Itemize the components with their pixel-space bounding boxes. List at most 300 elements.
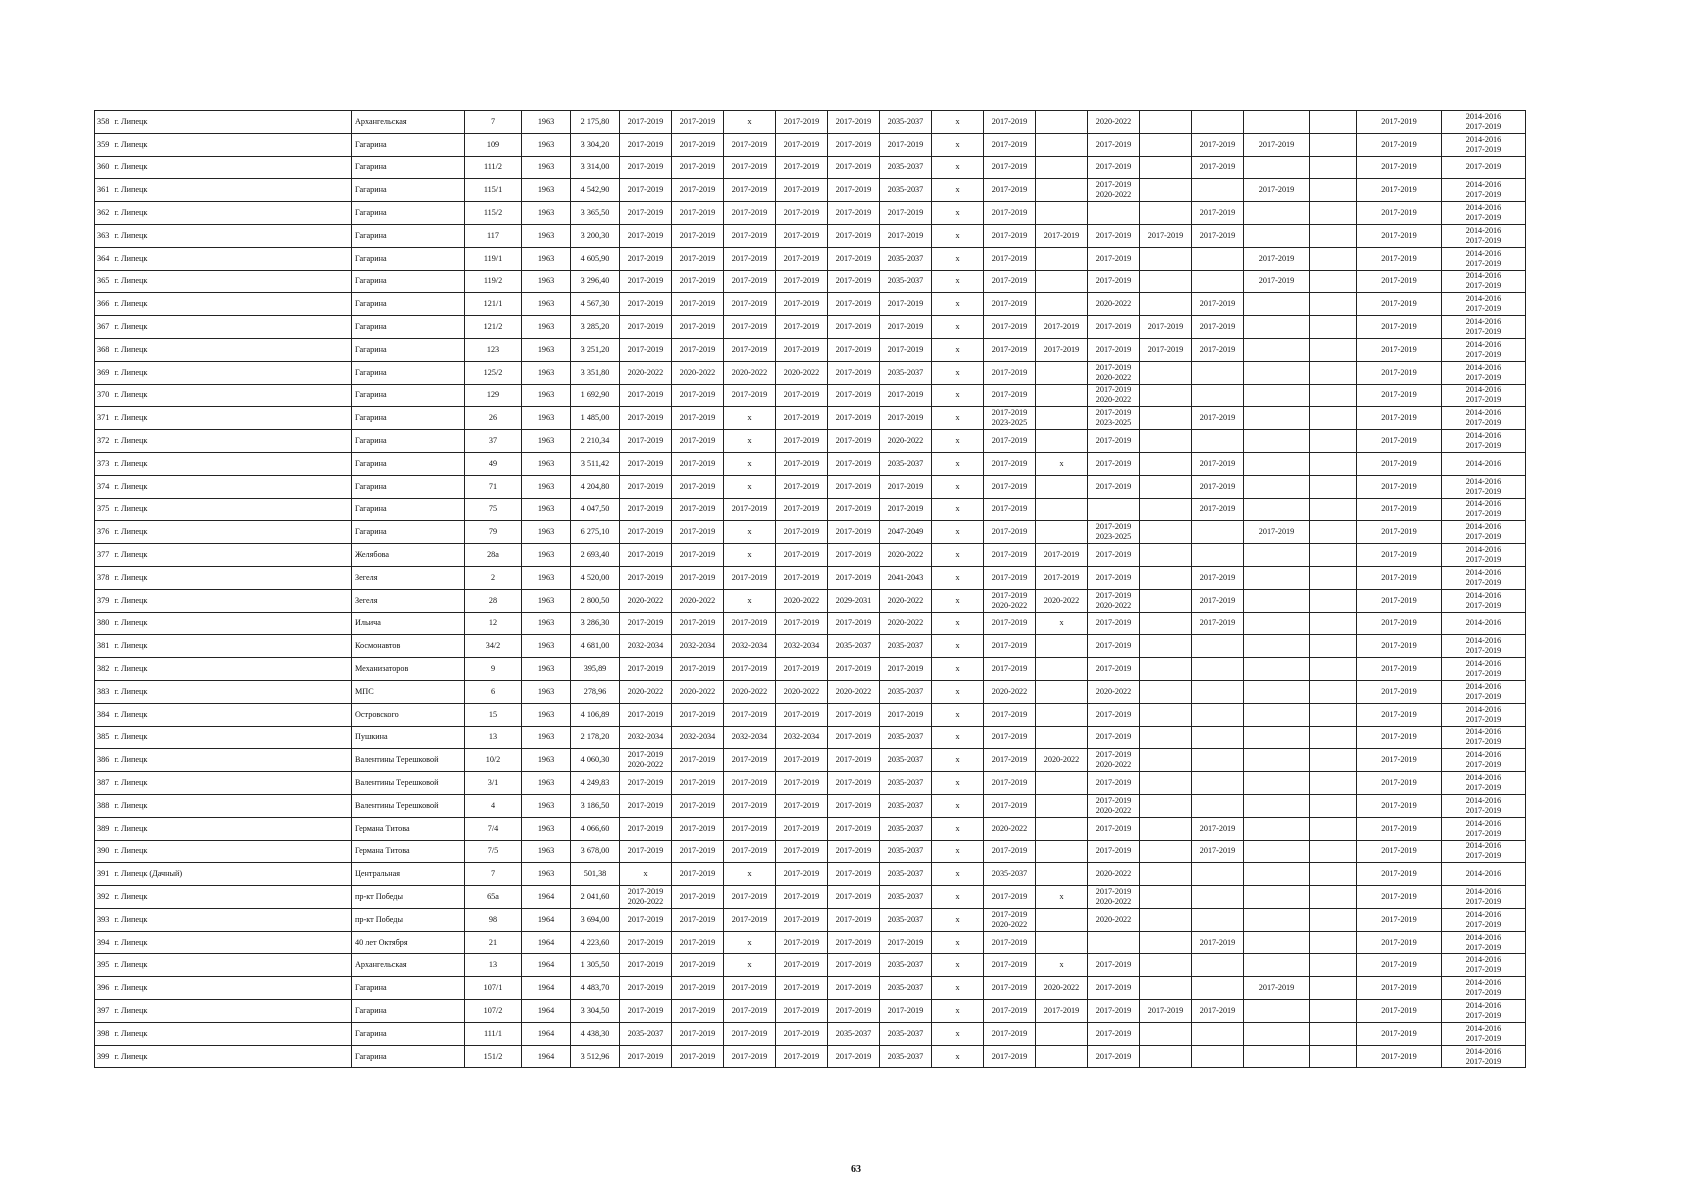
total-area-cell: 4 681,00 bbox=[571, 635, 620, 658]
repair-period-6-cell: 2017-2019 bbox=[880, 316, 932, 339]
repair-period-3-cell: 2017-2019 bbox=[724, 224, 776, 247]
total-area-cell: 6 275,10 bbox=[571, 521, 620, 544]
repair-period-5-cell: 2035-2037 bbox=[828, 1022, 880, 1045]
repair-period-2-cell: 2017-2019 bbox=[672, 179, 724, 202]
repair-period-6-cell: 2041-2043 bbox=[880, 566, 932, 589]
repair-period-6-cell: 2035-2037 bbox=[880, 111, 932, 134]
repair-period-3-cell: 2017-2019 bbox=[724, 749, 776, 772]
repair-period-13-cell: 2017-2019 bbox=[1244, 270, 1310, 293]
repair-period-1-cell: 2017-2019 bbox=[620, 430, 672, 453]
repair-period-11-cell: 2017-2019 bbox=[1140, 338, 1192, 361]
repair-period-4-cell: 2017-2019 bbox=[776, 954, 828, 977]
row-number-cell: 399 bbox=[95, 1045, 112, 1068]
repair-period-12-cell: 2017-2019 bbox=[1192, 133, 1244, 156]
build-year-cell: 1963 bbox=[522, 521, 571, 544]
repair-period-16-cell: 2014-2016 2017-2019 bbox=[1442, 521, 1526, 544]
repair-period-6-cell: 2035-2037 bbox=[880, 270, 932, 293]
repair-period-6-cell: 2035-2037 bbox=[880, 179, 932, 202]
build-year-cell: 1964 bbox=[522, 886, 571, 909]
repair-period-2-cell: 2017-2019 bbox=[672, 111, 724, 134]
repair-period-9-cell bbox=[1036, 521, 1088, 544]
repair-period-15-cell: 2017-2019 bbox=[1357, 1022, 1442, 1045]
repair-period-12-cell: 2017-2019 bbox=[1192, 589, 1244, 612]
row-number-cell: 380 bbox=[95, 612, 112, 635]
repair-period-8-cell: 2017-2019 bbox=[984, 977, 1036, 1000]
table-row bbox=[95, 908, 1526, 931]
repair-period-3-cell: 2017-2019 bbox=[724, 658, 776, 681]
build-year-cell: 1964 bbox=[522, 977, 571, 1000]
repair-period-7-cell: x bbox=[932, 1000, 984, 1023]
repair-period-12-cell bbox=[1192, 1022, 1244, 1045]
repair-period-4-cell: 2017-2019 bbox=[776, 247, 828, 270]
house-number-cell: 111/1 bbox=[465, 1022, 522, 1045]
repair-period-8-cell: 2017-2019 bbox=[984, 612, 1036, 635]
build-year-cell: 1963 bbox=[522, 772, 571, 795]
repair-period-12-cell: 2017-2019 bbox=[1192, 293, 1244, 316]
repair-period-4-cell: 2017-2019 bbox=[776, 270, 828, 293]
repair-period-4-cell: 2017-2019 bbox=[776, 224, 828, 247]
street-cell: Желябова bbox=[352, 544, 465, 567]
street-cell: Зегеля bbox=[352, 589, 465, 612]
repair-period-4-cell: 2017-2019 bbox=[776, 1045, 828, 1068]
repair-period-14-cell bbox=[1310, 384, 1357, 407]
repair-period-2-cell: 2017-2019 bbox=[672, 430, 724, 453]
repair-period-3-cell: 2017-2019 bbox=[724, 156, 776, 179]
total-area-cell: 2 175,80 bbox=[571, 111, 620, 134]
repair-period-4-cell: 2017-2019 bbox=[776, 338, 828, 361]
repair-period-11-cell bbox=[1140, 179, 1192, 202]
house-number-cell: 111/2 bbox=[465, 156, 522, 179]
repair-period-2-cell: 2017-2019 bbox=[672, 1022, 724, 1045]
locality-cell: г. Липецк bbox=[112, 908, 352, 931]
repair-period-10-cell: 2017-2019 2020-2022 bbox=[1088, 589, 1140, 612]
repair-period-15-cell: 2017-2019 bbox=[1357, 908, 1442, 931]
repair-period-3-cell: 2017-2019 bbox=[724, 703, 776, 726]
repair-period-16-cell: 2014-2016 2017-2019 bbox=[1442, 589, 1526, 612]
repair-period-14-cell bbox=[1310, 498, 1357, 521]
repair-period-14-cell bbox=[1310, 772, 1357, 795]
repair-period-12-cell bbox=[1192, 544, 1244, 567]
repair-period-6-cell: 2035-2037 bbox=[880, 794, 932, 817]
locality-cell: г. Липецк bbox=[112, 384, 352, 407]
locality-cell: г. Липецк bbox=[112, 954, 352, 977]
repair-period-10-cell: 2017-2019 bbox=[1088, 247, 1140, 270]
repair-period-15-cell: 2017-2019 bbox=[1357, 680, 1442, 703]
street-cell: Гагарина bbox=[352, 133, 465, 156]
repair-period-1-cell: 2017-2019 bbox=[620, 247, 672, 270]
repair-period-11-cell bbox=[1140, 498, 1192, 521]
row-number-cell: 370 bbox=[95, 384, 112, 407]
repair-period-10-cell: 2017-2019 bbox=[1088, 1022, 1140, 1045]
repair-period-1-cell: 2017-2019 bbox=[620, 316, 672, 339]
repair-period-10-cell: 2017-2019 bbox=[1088, 817, 1140, 840]
repair-period-10-cell: 2017-2019 bbox=[1088, 156, 1140, 179]
repair-period-7-cell: x bbox=[932, 270, 984, 293]
repair-period-4-cell: 2017-2019 bbox=[776, 772, 828, 795]
house-number-cell: 119/2 bbox=[465, 270, 522, 293]
repair-period-9-cell: x bbox=[1036, 452, 1088, 475]
repair-period-16-cell: 2014-2016 2017-2019 bbox=[1442, 202, 1526, 225]
total-area-cell: 1 692,90 bbox=[571, 384, 620, 407]
repair-period-3-cell: x bbox=[724, 452, 776, 475]
repair-period-14-cell bbox=[1310, 316, 1357, 339]
street-cell: Гагарина bbox=[352, 224, 465, 247]
repair-period-7-cell: x bbox=[932, 658, 984, 681]
repair-period-5-cell: 2017-2019 bbox=[828, 111, 880, 134]
repair-period-5-cell: 2020-2022 bbox=[828, 680, 880, 703]
repair-period-14-cell bbox=[1310, 817, 1357, 840]
repair-period-7-cell: x bbox=[932, 407, 984, 430]
repair-period-7-cell: x bbox=[932, 247, 984, 270]
locality-cell: г. Липецк bbox=[112, 612, 352, 635]
street-cell: Ильича bbox=[352, 612, 465, 635]
repair-period-14-cell bbox=[1310, 1022, 1357, 1045]
repair-period-7-cell: x bbox=[932, 703, 984, 726]
repair-period-9-cell bbox=[1036, 156, 1088, 179]
repair-period-14-cell bbox=[1310, 133, 1357, 156]
repair-period-1-cell: 2017-2019 bbox=[620, 270, 672, 293]
repair-period-2-cell: 2017-2019 bbox=[672, 931, 724, 954]
locality-cell: г. Липецк bbox=[112, 247, 352, 270]
repair-period-7-cell: x bbox=[932, 680, 984, 703]
repair-period-8-cell: 2017-2019 bbox=[984, 794, 1036, 817]
total-area-cell: 4 066,60 bbox=[571, 817, 620, 840]
row-number-cell: 389 bbox=[95, 817, 112, 840]
repair-period-7-cell: x bbox=[932, 908, 984, 931]
repair-period-11-cell bbox=[1140, 407, 1192, 430]
repair-period-3-cell: x bbox=[724, 863, 776, 886]
repair-period-13-cell: 2017-2019 bbox=[1244, 133, 1310, 156]
repair-period-4-cell: 2017-2019 bbox=[776, 475, 828, 498]
repair-period-7-cell: x bbox=[932, 338, 984, 361]
repair-period-6-cell: 2017-2019 bbox=[880, 498, 932, 521]
repair-period-5-cell: 2017-2019 bbox=[828, 475, 880, 498]
repair-period-8-cell: 2017-2019 bbox=[984, 749, 1036, 772]
build-year-cell: 1963 bbox=[522, 293, 571, 316]
repair-period-14-cell bbox=[1310, 407, 1357, 430]
repair-period-14-cell bbox=[1310, 475, 1357, 498]
total-area-cell: 3 314,00 bbox=[571, 156, 620, 179]
repair-period-11-cell bbox=[1140, 521, 1192, 544]
build-year-cell: 1964 bbox=[522, 1000, 571, 1023]
repair-period-8-cell: 2017-2019 bbox=[984, 338, 1036, 361]
repair-period-9-cell bbox=[1036, 202, 1088, 225]
repair-period-11-cell bbox=[1140, 452, 1192, 475]
repair-period-16-cell: 2014-2016 2017-2019 bbox=[1442, 726, 1526, 749]
repair-period-1-cell: x bbox=[620, 863, 672, 886]
house-number-cell: 7/4 bbox=[465, 817, 522, 840]
repair-period-2-cell: 2017-2019 bbox=[672, 475, 724, 498]
repair-period-14-cell bbox=[1310, 361, 1357, 384]
locality-cell: г. Липецк bbox=[112, 703, 352, 726]
repair-period-3-cell: 2017-2019 bbox=[724, 247, 776, 270]
repair-period-2-cell: 2017-2019 bbox=[672, 338, 724, 361]
street-cell: Гагарина bbox=[352, 1045, 465, 1068]
repair-period-13-cell bbox=[1244, 840, 1310, 863]
repair-period-12-cell: 2017-2019 bbox=[1192, 498, 1244, 521]
repair-period-3-cell: 2032-2034 bbox=[724, 726, 776, 749]
locality-cell: г. Липецк bbox=[112, 156, 352, 179]
build-year-cell: 1963 bbox=[522, 247, 571, 270]
repair-period-6-cell: 2017-2019 bbox=[880, 931, 932, 954]
repair-period-10-cell: 2017-2019 bbox=[1088, 658, 1140, 681]
build-year-cell: 1963 bbox=[522, 338, 571, 361]
repair-period-8-cell: 2017-2019 2020-2022 bbox=[984, 589, 1036, 612]
repair-period-5-cell: 2017-2019 bbox=[828, 452, 880, 475]
total-area-cell: 3 304,50 bbox=[571, 1000, 620, 1023]
total-area-cell: 2 210,34 bbox=[571, 430, 620, 453]
repair-period-5-cell: 2017-2019 bbox=[828, 886, 880, 909]
repair-period-15-cell: 2017-2019 bbox=[1357, 498, 1442, 521]
repair-period-13-cell bbox=[1244, 384, 1310, 407]
repair-period-16-cell: 2014-2016 2017-2019 bbox=[1442, 316, 1526, 339]
repair-period-8-cell: 2017-2019 bbox=[984, 179, 1036, 202]
repair-period-12-cell bbox=[1192, 954, 1244, 977]
repair-period-5-cell: 2017-2019 bbox=[828, 338, 880, 361]
repair-period-13-cell bbox=[1244, 156, 1310, 179]
table-row bbox=[95, 293, 1526, 316]
repair-period-9-cell bbox=[1036, 384, 1088, 407]
repair-period-5-cell: 2017-2019 bbox=[828, 361, 880, 384]
repair-period-2-cell: 2017-2019 bbox=[672, 270, 724, 293]
repair-period-14-cell bbox=[1310, 566, 1357, 589]
repair-period-6-cell: 2035-2037 bbox=[880, 156, 932, 179]
repair-period-16-cell: 2014-2016 2017-2019 bbox=[1442, 1022, 1526, 1045]
build-year-cell: 1963 bbox=[522, 589, 571, 612]
repair-period-4-cell: 2017-2019 bbox=[776, 886, 828, 909]
repair-period-16-cell: 2014-2016 2017-2019 bbox=[1442, 635, 1526, 658]
build-year-cell: 1963 bbox=[522, 703, 571, 726]
repair-period-13-cell: 2017-2019 bbox=[1244, 977, 1310, 1000]
repair-period-1-cell: 2017-2019 bbox=[620, 407, 672, 430]
repair-period-15-cell: 2017-2019 bbox=[1357, 566, 1442, 589]
repair-period-10-cell: 2017-2019 bbox=[1088, 566, 1140, 589]
repair-period-8-cell: 2017-2019 bbox=[984, 1045, 1036, 1068]
repair-period-13-cell bbox=[1244, 794, 1310, 817]
repair-period-10-cell: 2017-2019 bbox=[1088, 703, 1140, 726]
repair-period-13-cell bbox=[1244, 361, 1310, 384]
locality-cell: г. Липецк bbox=[112, 772, 352, 795]
repair-period-1-cell: 2017-2019 bbox=[620, 794, 672, 817]
repair-period-10-cell: 2017-2019 2020-2022 bbox=[1088, 361, 1140, 384]
repair-period-14-cell bbox=[1310, 954, 1357, 977]
repair-period-1-cell: 2017-2019 bbox=[620, 703, 672, 726]
repair-period-5-cell: 2017-2019 bbox=[828, 977, 880, 1000]
repair-period-4-cell: 2017-2019 bbox=[776, 133, 828, 156]
repair-period-2-cell: 2017-2019 bbox=[672, 749, 724, 772]
repair-period-14-cell bbox=[1310, 931, 1357, 954]
street-cell: МПС bbox=[352, 680, 465, 703]
repair-period-11-cell bbox=[1140, 886, 1192, 909]
repair-period-4-cell: 2017-2019 bbox=[776, 794, 828, 817]
repair-period-13-cell bbox=[1244, 1022, 1310, 1045]
repair-period-3-cell: 2017-2019 bbox=[724, 794, 776, 817]
locality-cell: г. Липецк bbox=[112, 658, 352, 681]
row-number-cell: 371 bbox=[95, 407, 112, 430]
repair-period-9-cell bbox=[1036, 247, 1088, 270]
total-area-cell: 3 285,20 bbox=[571, 316, 620, 339]
repair-period-6-cell: 2017-2019 bbox=[880, 407, 932, 430]
repair-period-10-cell: 2017-2019 2023-2025 bbox=[1088, 407, 1140, 430]
total-area-cell: 4 106,89 bbox=[571, 703, 620, 726]
repair-period-1-cell: 2017-2019 bbox=[620, 384, 672, 407]
build-year-cell: 1964 bbox=[522, 1022, 571, 1045]
locality-cell: г. Липецк bbox=[112, 680, 352, 703]
repair-period-2-cell: 2017-2019 bbox=[672, 863, 724, 886]
repair-period-11-cell: 2017-2019 bbox=[1140, 316, 1192, 339]
repair-period-1-cell: 2017-2019 bbox=[620, 544, 672, 567]
street-cell: Архангельская bbox=[352, 111, 465, 134]
repair-period-15-cell: 2017-2019 bbox=[1357, 954, 1442, 977]
repair-period-10-cell: 2017-2019 2020-2022 bbox=[1088, 384, 1140, 407]
repair-period-15-cell: 2017-2019 bbox=[1357, 589, 1442, 612]
repair-period-15-cell: 2017-2019 bbox=[1357, 270, 1442, 293]
locality-cell: г. Липецк bbox=[112, 726, 352, 749]
table-row bbox=[95, 931, 1526, 954]
repair-period-15-cell: 2017-2019 bbox=[1357, 407, 1442, 430]
repair-schedule-table bbox=[94, 110, 1526, 1068]
repair-period-9-cell: 2017-2019 bbox=[1036, 1000, 1088, 1023]
repair-period-15-cell: 2017-2019 bbox=[1357, 452, 1442, 475]
repair-period-3-cell: 2017-2019 bbox=[724, 772, 776, 795]
row-number-cell: 386 bbox=[95, 749, 112, 772]
repair-period-11-cell bbox=[1140, 954, 1192, 977]
repair-period-10-cell: 2017-2019 bbox=[1088, 1000, 1140, 1023]
total-area-cell: 2 041,60 bbox=[571, 886, 620, 909]
repair-period-16-cell: 2014-2016 2017-2019 bbox=[1442, 817, 1526, 840]
row-number-cell: 382 bbox=[95, 658, 112, 681]
repair-period-7-cell: x bbox=[932, 635, 984, 658]
table-row bbox=[95, 544, 1526, 567]
repair-period-7-cell: x bbox=[932, 566, 984, 589]
repair-period-9-cell bbox=[1036, 703, 1088, 726]
row-number-cell: 391 bbox=[95, 863, 112, 886]
repair-period-12-cell bbox=[1192, 1045, 1244, 1068]
locality-cell: г. Липецк bbox=[112, 430, 352, 453]
repair-period-13-cell bbox=[1244, 293, 1310, 316]
build-year-cell: 1963 bbox=[522, 452, 571, 475]
repair-period-15-cell: 2017-2019 bbox=[1357, 430, 1442, 453]
repair-period-3-cell: x bbox=[724, 521, 776, 544]
house-number-cell: 75 bbox=[465, 498, 522, 521]
total-area-cell: 4 520,00 bbox=[571, 566, 620, 589]
repair-period-16-cell: 2014-2016 2017-2019 bbox=[1442, 658, 1526, 681]
row-number-cell: 392 bbox=[95, 886, 112, 909]
repair-period-5-cell: 2017-2019 bbox=[828, 224, 880, 247]
repair-period-13-cell bbox=[1244, 407, 1310, 430]
row-number-cell: 366 bbox=[95, 293, 112, 316]
repair-period-12-cell: 2017-2019 bbox=[1192, 338, 1244, 361]
repair-period-12-cell bbox=[1192, 179, 1244, 202]
repair-period-13-cell bbox=[1244, 908, 1310, 931]
house-number-cell: 107/1 bbox=[465, 977, 522, 1000]
repair-period-8-cell: 2020-2022 bbox=[984, 680, 1036, 703]
table-row bbox=[95, 338, 1526, 361]
row-number-cell: 376 bbox=[95, 521, 112, 544]
repair-period-3-cell: x bbox=[724, 475, 776, 498]
repair-period-11-cell bbox=[1140, 840, 1192, 863]
table-row bbox=[95, 361, 1526, 384]
row-number-cell: 383 bbox=[95, 680, 112, 703]
repair-period-13-cell bbox=[1244, 544, 1310, 567]
locality-cell: г. Липецк bbox=[112, 977, 352, 1000]
locality-cell: г. Липецк bbox=[112, 544, 352, 567]
repair-period-15-cell: 2017-2019 bbox=[1357, 202, 1442, 225]
repair-period-14-cell bbox=[1310, 338, 1357, 361]
house-number-cell: 6 bbox=[465, 680, 522, 703]
street-cell: Гагарина bbox=[352, 1000, 465, 1023]
repair-period-1-cell: 2017-2019 bbox=[620, 817, 672, 840]
repair-period-16-cell: 2014-2016 bbox=[1442, 452, 1526, 475]
repair-period-15-cell: 2017-2019 bbox=[1357, 111, 1442, 134]
repair-period-9-cell bbox=[1036, 111, 1088, 134]
total-area-cell: 278,96 bbox=[571, 680, 620, 703]
repair-period-3-cell: 2017-2019 bbox=[724, 384, 776, 407]
locality-cell: г. Липецк bbox=[112, 270, 352, 293]
repair-period-12-cell bbox=[1192, 977, 1244, 1000]
repair-period-3-cell: 2017-2019 bbox=[724, 817, 776, 840]
repair-period-15-cell: 2017-2019 bbox=[1357, 1045, 1442, 1068]
total-area-cell: 3 678,00 bbox=[571, 840, 620, 863]
repair-period-2-cell: 2017-2019 bbox=[672, 817, 724, 840]
table-row bbox=[95, 703, 1526, 726]
repair-period-15-cell: 2017-2019 bbox=[1357, 384, 1442, 407]
table-row bbox=[95, 589, 1526, 612]
repair-period-6-cell: 2035-2037 bbox=[880, 886, 932, 909]
repair-period-10-cell: 2017-2019 bbox=[1088, 475, 1140, 498]
repair-period-16-cell: 2014-2016 2017-2019 bbox=[1442, 498, 1526, 521]
street-cell: Гагарина bbox=[352, 247, 465, 270]
table-row bbox=[95, 658, 1526, 681]
repair-period-5-cell: 2017-2019 bbox=[828, 749, 880, 772]
repair-period-14-cell bbox=[1310, 1000, 1357, 1023]
repair-period-6-cell: 2035-2037 bbox=[880, 361, 932, 384]
repair-period-15-cell: 2017-2019 bbox=[1357, 794, 1442, 817]
repair-period-15-cell: 2017-2019 bbox=[1357, 475, 1442, 498]
repair-period-15-cell: 2017-2019 bbox=[1357, 338, 1442, 361]
repair-period-13-cell bbox=[1244, 635, 1310, 658]
repair-period-2-cell: 2017-2019 bbox=[672, 133, 724, 156]
build-year-cell: 1963 bbox=[522, 133, 571, 156]
repair-period-8-cell: 2017-2019 bbox=[984, 202, 1036, 225]
total-area-cell: 4 542,90 bbox=[571, 179, 620, 202]
repair-period-8-cell: 2017-2019 bbox=[984, 111, 1036, 134]
table-row bbox=[95, 384, 1526, 407]
locality-cell: г. Липецк bbox=[112, 931, 352, 954]
repair-period-14-cell bbox=[1310, 977, 1357, 1000]
table-row bbox=[95, 407, 1526, 430]
repair-period-2-cell: 2020-2022 bbox=[672, 361, 724, 384]
repair-period-12-cell: 2017-2019 bbox=[1192, 817, 1244, 840]
repair-period-3-cell: 2017-2019 bbox=[724, 293, 776, 316]
repair-period-4-cell: 2017-2019 bbox=[776, 703, 828, 726]
repair-period-4-cell: 2017-2019 bbox=[776, 498, 828, 521]
repair-period-8-cell: 2017-2019 bbox=[984, 840, 1036, 863]
repair-period-12-cell bbox=[1192, 749, 1244, 772]
repair-period-2-cell: 2017-2019 bbox=[672, 384, 724, 407]
row-number-cell: 388 bbox=[95, 794, 112, 817]
repair-period-4-cell: 2032-2034 bbox=[776, 726, 828, 749]
repair-period-4-cell: 2017-2019 bbox=[776, 316, 828, 339]
repair-period-2-cell: 2017-2019 bbox=[672, 224, 724, 247]
build-year-cell: 1963 bbox=[522, 270, 571, 293]
repair-period-12-cell: 2017-2019 bbox=[1192, 612, 1244, 635]
total-area-cell: 3 365,50 bbox=[571, 202, 620, 225]
repair-period-10-cell: 2017-2019 2023-2025 bbox=[1088, 521, 1140, 544]
street-cell: Валентины Терешковой bbox=[352, 749, 465, 772]
repair-period-16-cell: 2014-2016 2017-2019 bbox=[1442, 886, 1526, 909]
total-area-cell: 3 286,30 bbox=[571, 612, 620, 635]
